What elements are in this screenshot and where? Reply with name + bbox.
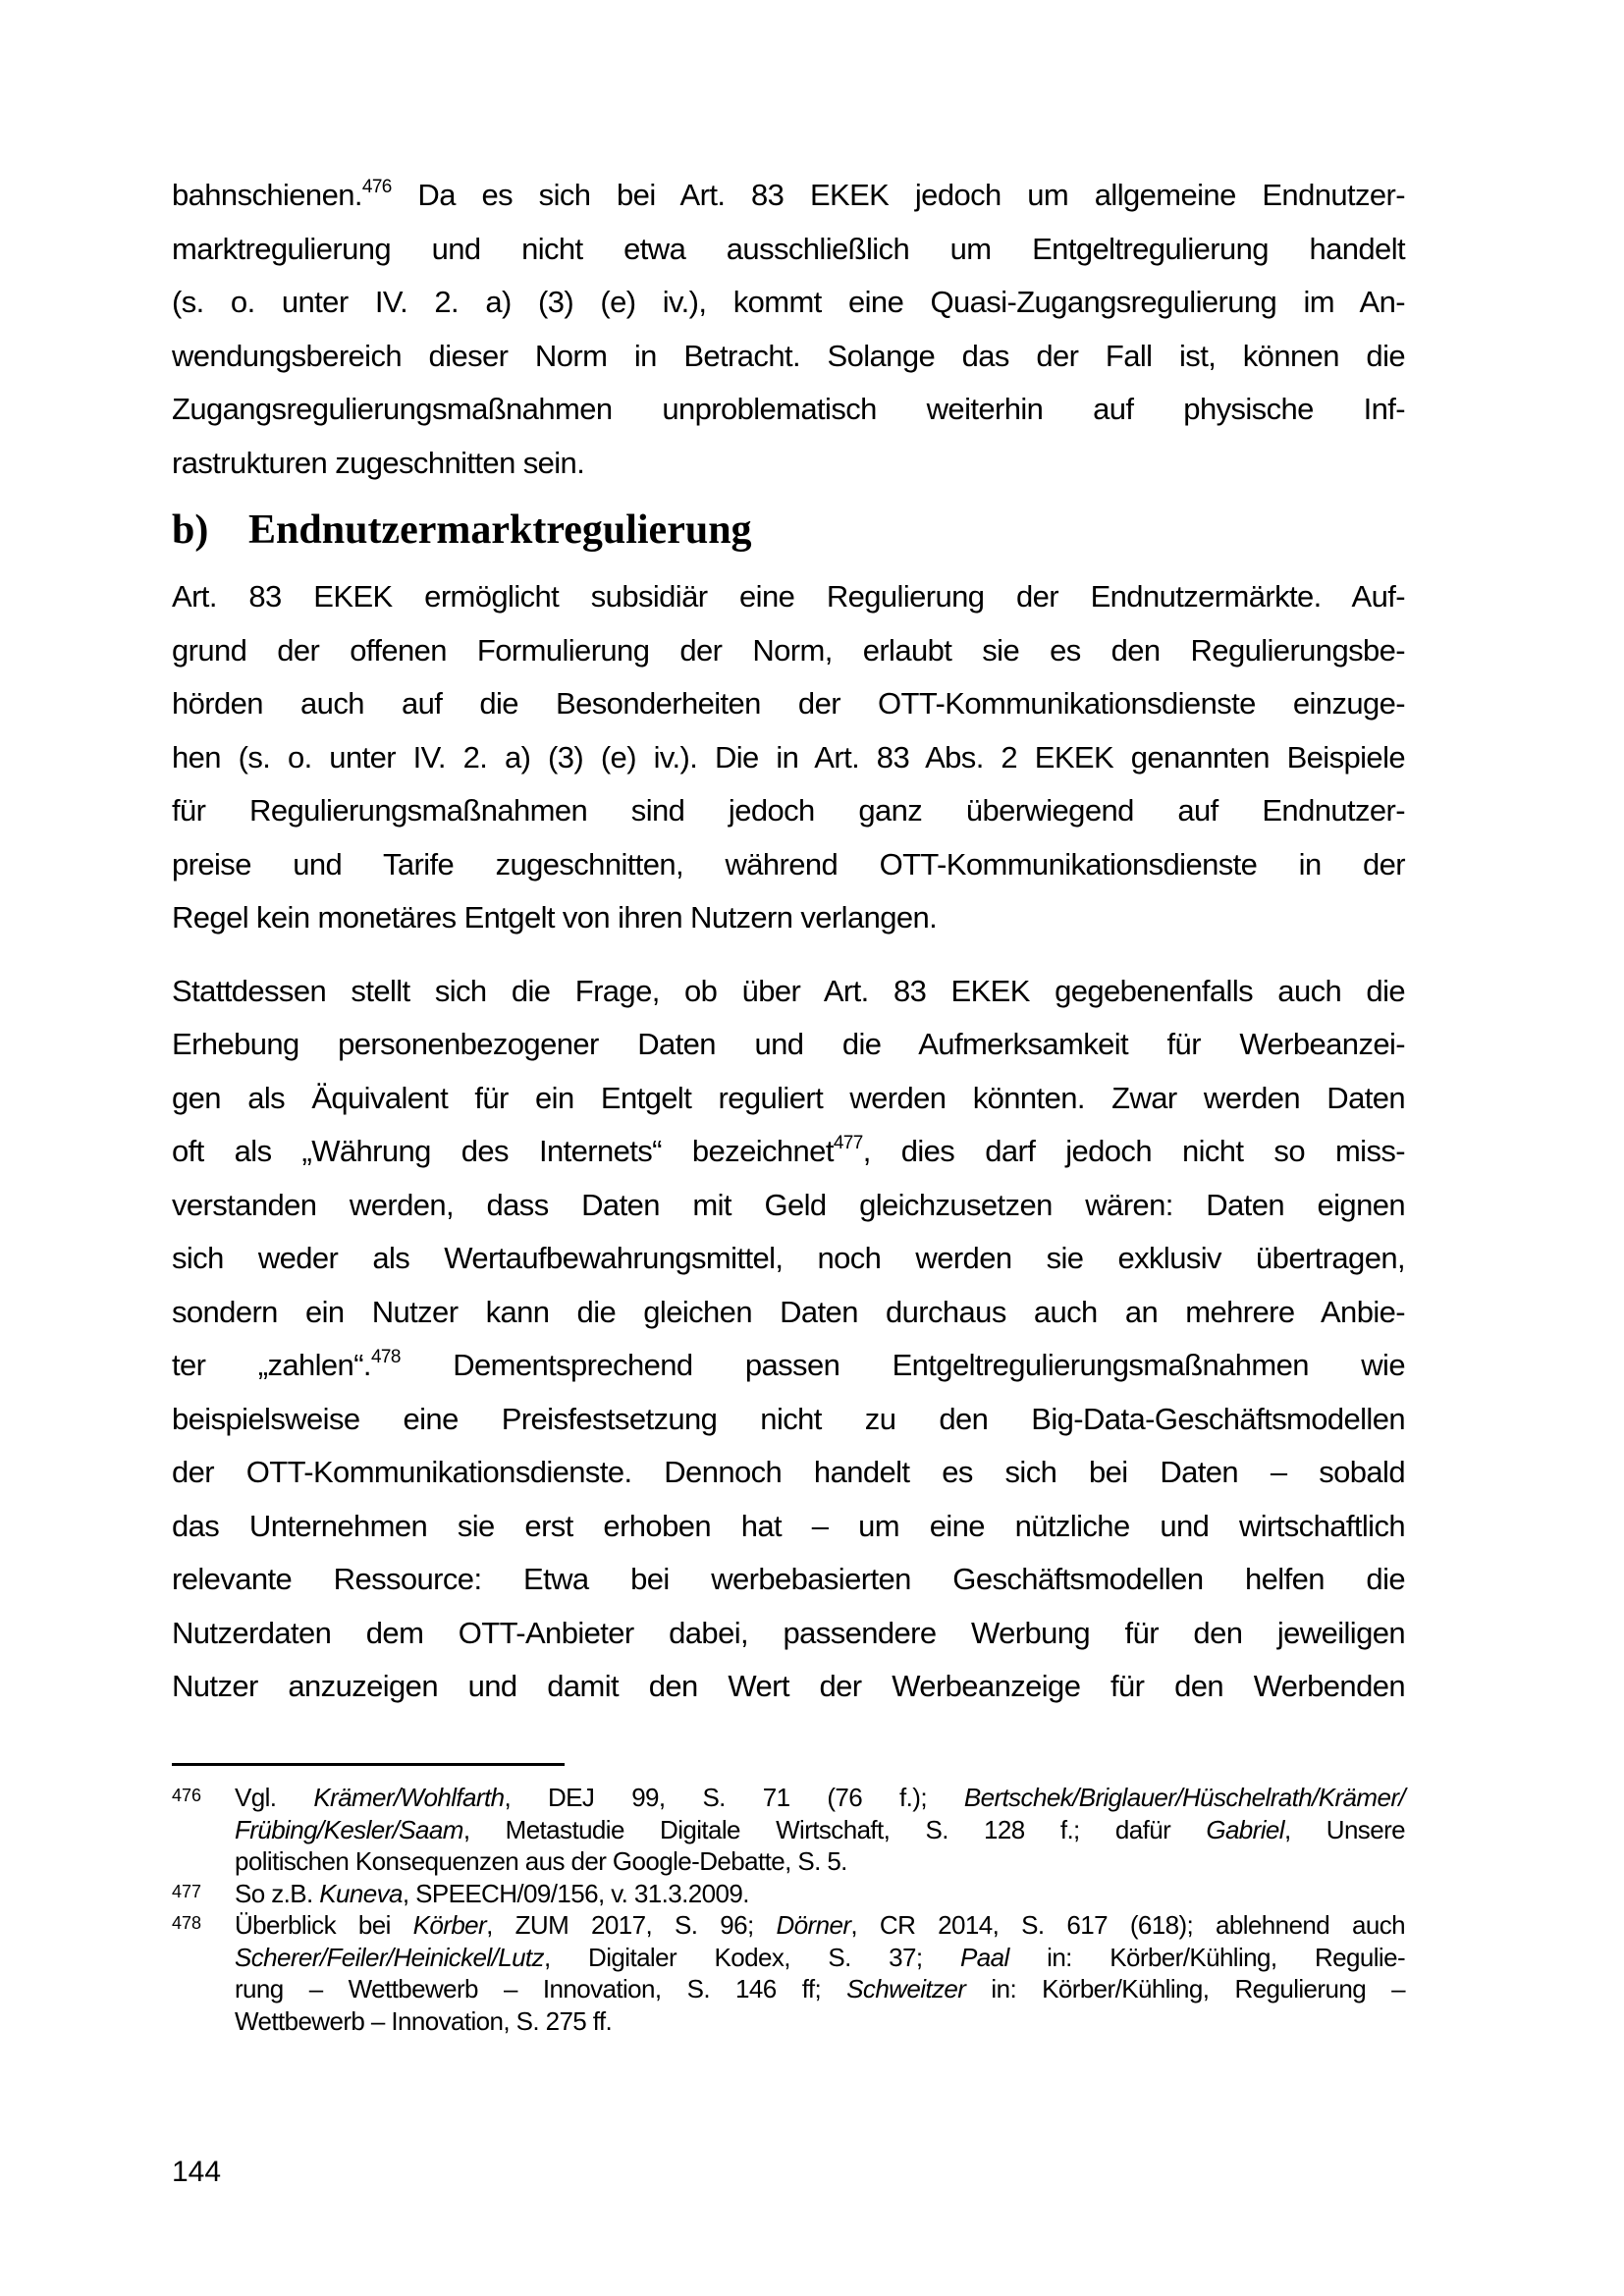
footnote-separator <box>172 1763 565 1766</box>
footnote-line: Vgl. Krämer/Wohlfarth, DEJ 99, S. 71 (76 f.); Bertschek/Briglauer/Hüschelrath/Krämer/ <box>235 1783 1405 1812</box>
text-line: sondern ein Nutzer kann die gleichen Daten durchaus auch an mehrere Anbie- <box>172 1294 1405 1329</box>
footnotes <box>172 1782 1405 2037</box>
footnote-line: Frübing/Kesler/Saam, Metastudie Digitale Wirtschaft, S. 128 f.; dafür Gabriel, Unsere <box>235 1814 1405 1844</box>
footnote-number: 477 <box>172 1881 202 1901</box>
footnote-line: Wettbewerb – Innovation, S. 275 ff. <box>235 2005 613 2036</box>
text-line: hörden auch auf die Besonderheiten der OTT-Kommunikationsdienste einzuge- <box>172 686 1405 721</box>
text-line: grund der offenen Formulierung der Norm, erlaubt sie es den Regulierungsbe- <box>172 632 1405 667</box>
footnote-line: So z.B. Kuneva, SPEECH/09/156, v. 31.3.2009. <box>235 1878 749 1908</box>
footnote-number: 476 <box>172 1786 202 1805</box>
text-line: Nutzer anzuzeigen und damit den Wert der Werbeanzeige für den Werbenden <box>172 1669 1405 1703</box>
section-heading <box>172 494 1405 566</box>
paragraph-spacer <box>172 945 1405 965</box>
intro-paragraph <box>172 169 1405 490</box>
footnote-number: 478 <box>172 1913 202 1933</box>
footnote-line: rung – Wettbewerb – Innovation, S. 146 ff; Schweitzer in: Körber/Kühling, Regulierung – <box>235 1974 1405 2003</box>
text-line: verstanden werden, dass Daten mit Geld gleichzusetzen wären: Daten eignen <box>172 1187 1405 1222</box>
footnote-476 <box>172 1782 1405 1878</box>
text-line: Nutzerdaten dem OTT-Anbieter dabei, passendere Werbung für den jeweiligen <box>172 1615 1405 1650</box>
text-line: oft als „Währung des Internets“ bezeichnet$^{477}$, dies darf jedoch nicht so miss- <box>172 1132 1405 1168</box>
text-line: relevante Ressource: Etwa bei werbebasierten Geschäftsmodellen helfen die <box>172 1562 1405 1596</box>
text-line: (s. o. unter IV. 2. a) (3) (e) iv.), kommt eine Quasi-Zugangsregulierung im An- <box>172 285 1405 319</box>
text-line: bahnschienen.$^{476}$ Da es sich bei Art. 83 EKEK jedoch um allgemeine Endnutzer- <box>172 176 1405 212</box>
text-line: marktregulierung und nicht etwa ausschließlich um Entgeltregulierung handelt <box>172 231 1405 266</box>
text-line: beispielsweise eine Preisfestsetzung nicht zu den Big-Data-Geschäftsmodellen <box>172 1401 1405 1436</box>
text-line: ter „zahlen“.$^{478}$ Dementsprechend passen Entgeltregulierungsmaßnahmen wie <box>172 1346 1405 1382</box>
footnote-477 <box>172 1878 1405 1910</box>
footnote-line: politischen Konsequenzen aus der Google-Debatte, S. 5. <box>235 1846 847 1876</box>
text-line: preise und Tarife zugeschnitten, während OTT-Kommunikationsdienste in der <box>172 846 1405 881</box>
footnote-ref-478[interactable]: 478 <box>370 1346 401 1367</box>
text-line: hen (s. o. unter IV. 2. a) (3) (e) iv.). Die in Art. 83 Abs. 2 EKEK genannten Beispiele <box>172 739 1405 774</box>
paragraph-2 <box>172 965 1405 1714</box>
text-line: gen als Äquivalent für ein Entgelt reguliert werden könnten. Zwar werden Daten <box>172 1080 1405 1115</box>
footnote-ref-477[interactable]: 477 <box>833 1132 863 1153</box>
paragraph-1 <box>172 570 1405 945</box>
text-line: rastrukturen zugeschnitten sein. <box>172 445 585 480</box>
text-line: Regel kein monetäres Entgelt von ihren Nutzern verlangen. <box>172 900 938 934</box>
text-line: für Regulierungsmaßnahmen sind jedoch ganz überwiegend auf Endnutzer- <box>172 793 1405 828</box>
footnote-478 <box>172 1909 1405 2037</box>
text-line: das Unternehmen sie erst erhoben hat – um eine nützliche und wirtschaftlich <box>172 1508 1405 1543</box>
text-line: der OTT-Kommunikationsdienste. Dennoch handelt es sich bei Daten – sobald <box>172 1455 1405 1489</box>
text-line: Stattdessen stellt sich die Frage, ob über Art. 83 EKEK gegebenenfalls auch die <box>172 973 1405 1008</box>
text-line: Erhebung personenbezogener Daten und die Aufmerksamkeit für Werbeanzei- <box>172 1027 1405 1061</box>
footnote-ref-476[interactable]: 476 <box>361 176 392 197</box>
footnote-line: Überblick bei Körber, ZUM 2017, S. 96; Dörner, CR 2014, S. 617 (618); ablehnend auch <box>235 1910 1405 1940</box>
section-number: b) <box>172 507 209 553</box>
section-title: Endnutzermarktregulierung <box>248 507 752 553</box>
page-number: 144 <box>172 2156 222 2188</box>
footnote-line: Scherer/Feiler/Heinickel/Lutz, Digitaler Kodex, S. 37; Paal in: Körber/Kühling, Regulie- <box>235 1942 1406 1972</box>
text-line: wendungsbereich dieser Norm in Betracht. Solange das der Fall ist, können die <box>172 338 1405 373</box>
page-body <box>172 169 1405 1714</box>
text-line: Zugangsregulierungsmaßnahmen unproblematisch weiterhin auf physische Inf- <box>172 392 1405 426</box>
text-line: Art. 83 EKEK ermöglicht subsidiär eine Regulierung der Endnutzermärkte. Auf- <box>172 579 1405 614</box>
text-line: sich weder als Wertaufbewahrungsmittel, noch werden sie exklusiv übertragen, <box>172 1241 1405 1275</box>
